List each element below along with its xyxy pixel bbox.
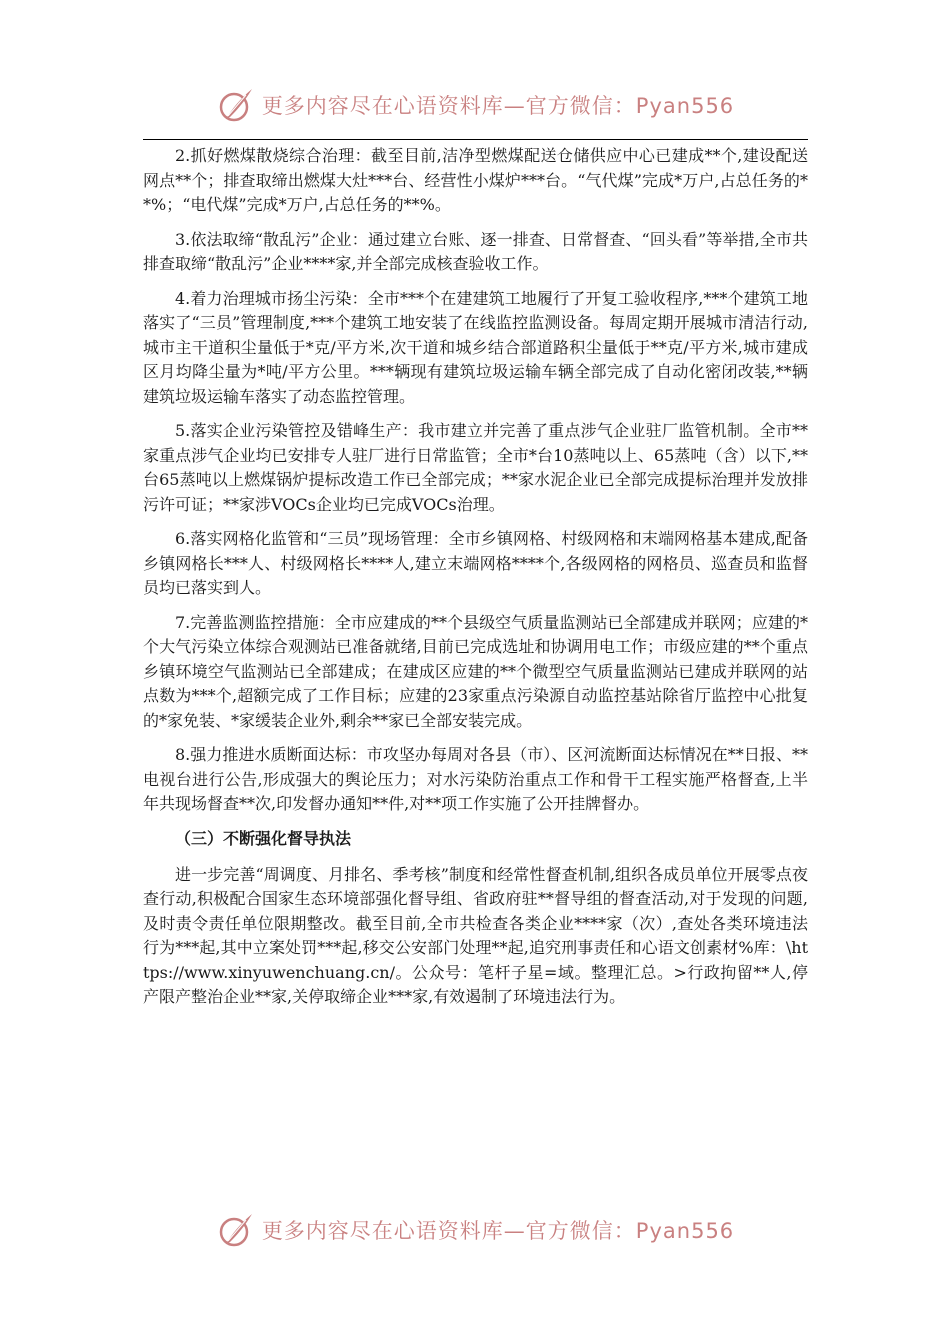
page-footer-watermark [0, 1205, 950, 1255]
header-watermark-text: 更多内容尽在心语资料库—官方微信：Pyan556 [261, 94, 735, 118]
document-body [143, 144, 808, 1010]
paragraph-water-quality: 8.强力推进水质断面达标：市攻坚办每周对各县（市）、区河流断面达标情况在**日报、**电视台进行公告,形成强大的舆论压力；对水污染防治重点工作和骨干工程实施严格督查,上半年共现场督查**次,印发督办通知**件,对**项工作实施了公开挂牌督办。 [143, 745, 808, 813]
paragraph-supervision-enforcement: 进一步完善“周调度、月排名、季考核”制度和经常性督查机制,组织各成员单位开展零点夜查行动,积极配合国家生态环境部强化督导组、省政府驻**督导组的督查活动,对于发现的问题,及时责令责任单位限期整改。截至目前,全市共检查各类企业****家（次）,查处各类环境违法行为***起,其中立案处罚***起,移交公安部门处理**起,追究刑事责任和心语文创素材%库：\https://www.xinyuwenchuang.cn/。公众号：笔杆子星=域。整理汇总。>行政拘留**人,停产限产整治企业**家,关停取缔企业***家,有效遏制了环境违法行为。 [143, 864, 808, 1006]
paragraph-coal-governance: 2.抓好燃煤散烧综合治理：截至目前,洁净型燃煤配送仓储供应中心已建成**个,建设配送网点**个；排查取缔出燃煤大灶***台、经营性小煤炉***台。“气代煤”完成*万户,占总任务的**%；“电代煤”完成*万户,占总任务的**%。 [143, 146, 808, 214]
footer-watermark-text: 更多内容尽在心语资料库—官方微信：Pyan556 [261, 1219, 735, 1243]
quill-pen-logo-icon [216, 1210, 256, 1250]
header-divider [143, 139, 808, 140]
paragraph-monitoring-measures: 7.完善监测监控措施：全市应建成的**个县级空气质量监测站已全部建成并联网；应建的*个大气污染立体综合观测站已准备就绪,目前已完成选址和协调用电工作；市级应建的**个重点乡镇环境空气监测站已全部建成；在建成区应建的**个微型空气质量监测站已建成并联网的站点数为***个,超额完成了工作目标；应建的23家重点污染源自动监控基站除省厅监控中心批复的*家免装、*家缓装企业外,剩余**家已全部安装完成。 [143, 612, 808, 730]
paragraph-grid-supervision: 6.落实网格化监管和“三员”现场管理：全市乡镇网格、村级网格和末端网格基本建成,配备乡镇网格长***人、村级网格长****人,建立末端网格****个,各级网格的网格员、巡查员和监督员均已落实到人。 [143, 529, 808, 597]
quill-pen-logo-icon [216, 85, 256, 125]
paragraph-dust-pollution: 4.着力治理城市扬尘污染：全市***个在建建筑工地履行了开复工验收程序,***个建筑工地落实了“三员”管理制度,***个建筑工地安装了在线监控监测设备。每周定期开展城市清洁行动,城市主干道积尘量低于*克/平方米,次干道和城乡结合部道路积尘量低于**克/平方米,城市建成区月均降尘量为*吨/平方公里。***辆现有建筑垃圾运输车辆全部完成了自动化密闭改装,**辆建筑垃圾运输车落实了动态监控管理。 [143, 288, 808, 406]
paragraph-enterprise-control: 5.落实企业污染管控及错峰生产：我市建立并完善了重点涉气企业驻厂监管机制。全市**家重点涉气企业均已安排专人驻厂进行日常监管；全市*台10蒸吨以上、65蒸吨（含）以下,**台65蒸吨以上燃煤锅炉提标改造工作已全部完成；**家水泥企业已全部完成提标治理并发放排污许可证；**家涉VOCs企业均已完成VOCs治理。 [143, 421, 808, 514]
section-heading: （三）不断强化督导执法 [175, 828, 352, 848]
page-header-watermark [0, 80, 950, 130]
paragraph-scattered-pollution: 3.依法取缔“散乱污”企业：通过建立台账、逐一排查、日常督查、“回头看”等举措,全市共排查取缔“散乱污”企业****家,并全部完成核查验收工作。 [143, 229, 808, 273]
